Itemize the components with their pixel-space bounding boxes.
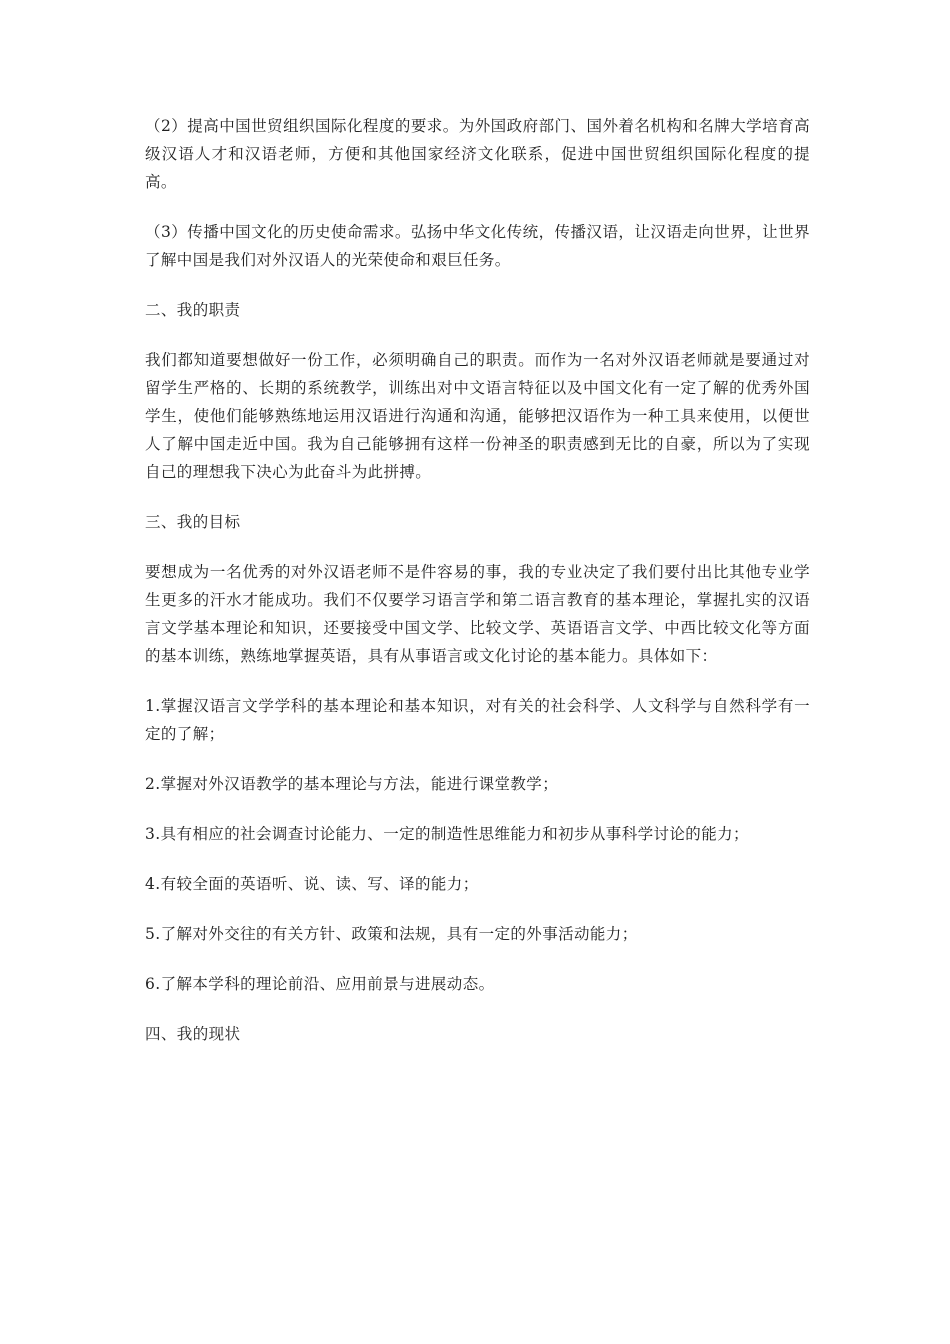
goal-item-4: 4.有较全面的英语听、说、读、写、译的能力； — [145, 875, 479, 893]
paragraph-role-2: （2）提高中国世贸组织国际化程度的要求。为外国政府部门、国外着名机构和名牌大学培育高级汉语人才和汉语老师，方便和其他国家经济文化联系，促进中国世贸组织国际化程度的提高。 — [145, 117, 810, 191]
paragraph-duties: 我们都知道要想做好一份工作，必须明确自己的职责。而作为一名对外汉语老师就是要通过对留学生严格的、长期的系统教学，训练出对中文语言特征以及中国文化有一定了解的优秀外国学生，使他们能够熟练地运用汉语进行沟通和沟通，能够把汉语作为一种工具来使用，以便世人了解中国走近中国。我为自己能够拥有这样一份神圣的职责感到无比的自豪，所以为了实现自己的理想我下决心为此奋斗为此拼搏。 — [145, 351, 810, 481]
section-heading-status: 四、我的现状 — [145, 1025, 241, 1043]
goal-item-6: 6.了解本学科的理论前沿、应用前景与进展动态。 — [145, 975, 495, 993]
goal-item-3: 3.具有相应的社会调查讨论能力、一定的制造性思维能力和初步从事科学讨论的能力； — [145, 825, 749, 843]
document-body — [145, 112, 810, 1070]
paragraph-role-3: （3）传播中国文化的历史使命需求。弘扬中华文化传统，传播汉语，让汉语走向世界，让世界了解中国是我们对外汉语人的光荣使命和艰巨任务。 — [145, 223, 810, 269]
goal-item-5: 5.了解对外交往的有关方针、政策和法规，具有一定的外事活动能力； — [145, 925, 638, 943]
section-heading-duties: 二、我的职责 — [145, 301, 241, 319]
goal-item-1: 1.掌握汉语言文学学科的基本理论和基本知识，对有关的社会科学、人文科学与自然科学有一定的了解； — [145, 697, 810, 743]
section-heading-goals: 三、我的目标 — [145, 513, 241, 531]
goal-item-2: 2.掌握对外汉语教学的基本理论与方法，能进行课堂教学； — [145, 775, 559, 793]
paragraph-goals: 要想成为一名优秀的对外汉语老师不是件容易的事，我的专业决定了我们要付出比其他专业学生更多的汗水才能成功。我们不仅要学习语言学和第二语言教育的基本理论，掌握扎实的汉语言文学基本理论和知识，还要接受中国文学、比较文学、英语语言文学、中西比较文化等方面的基本训练，熟练地掌握英语，具有从事语言或文化讨论的基本能力。具体如下： — [145, 563, 810, 665]
